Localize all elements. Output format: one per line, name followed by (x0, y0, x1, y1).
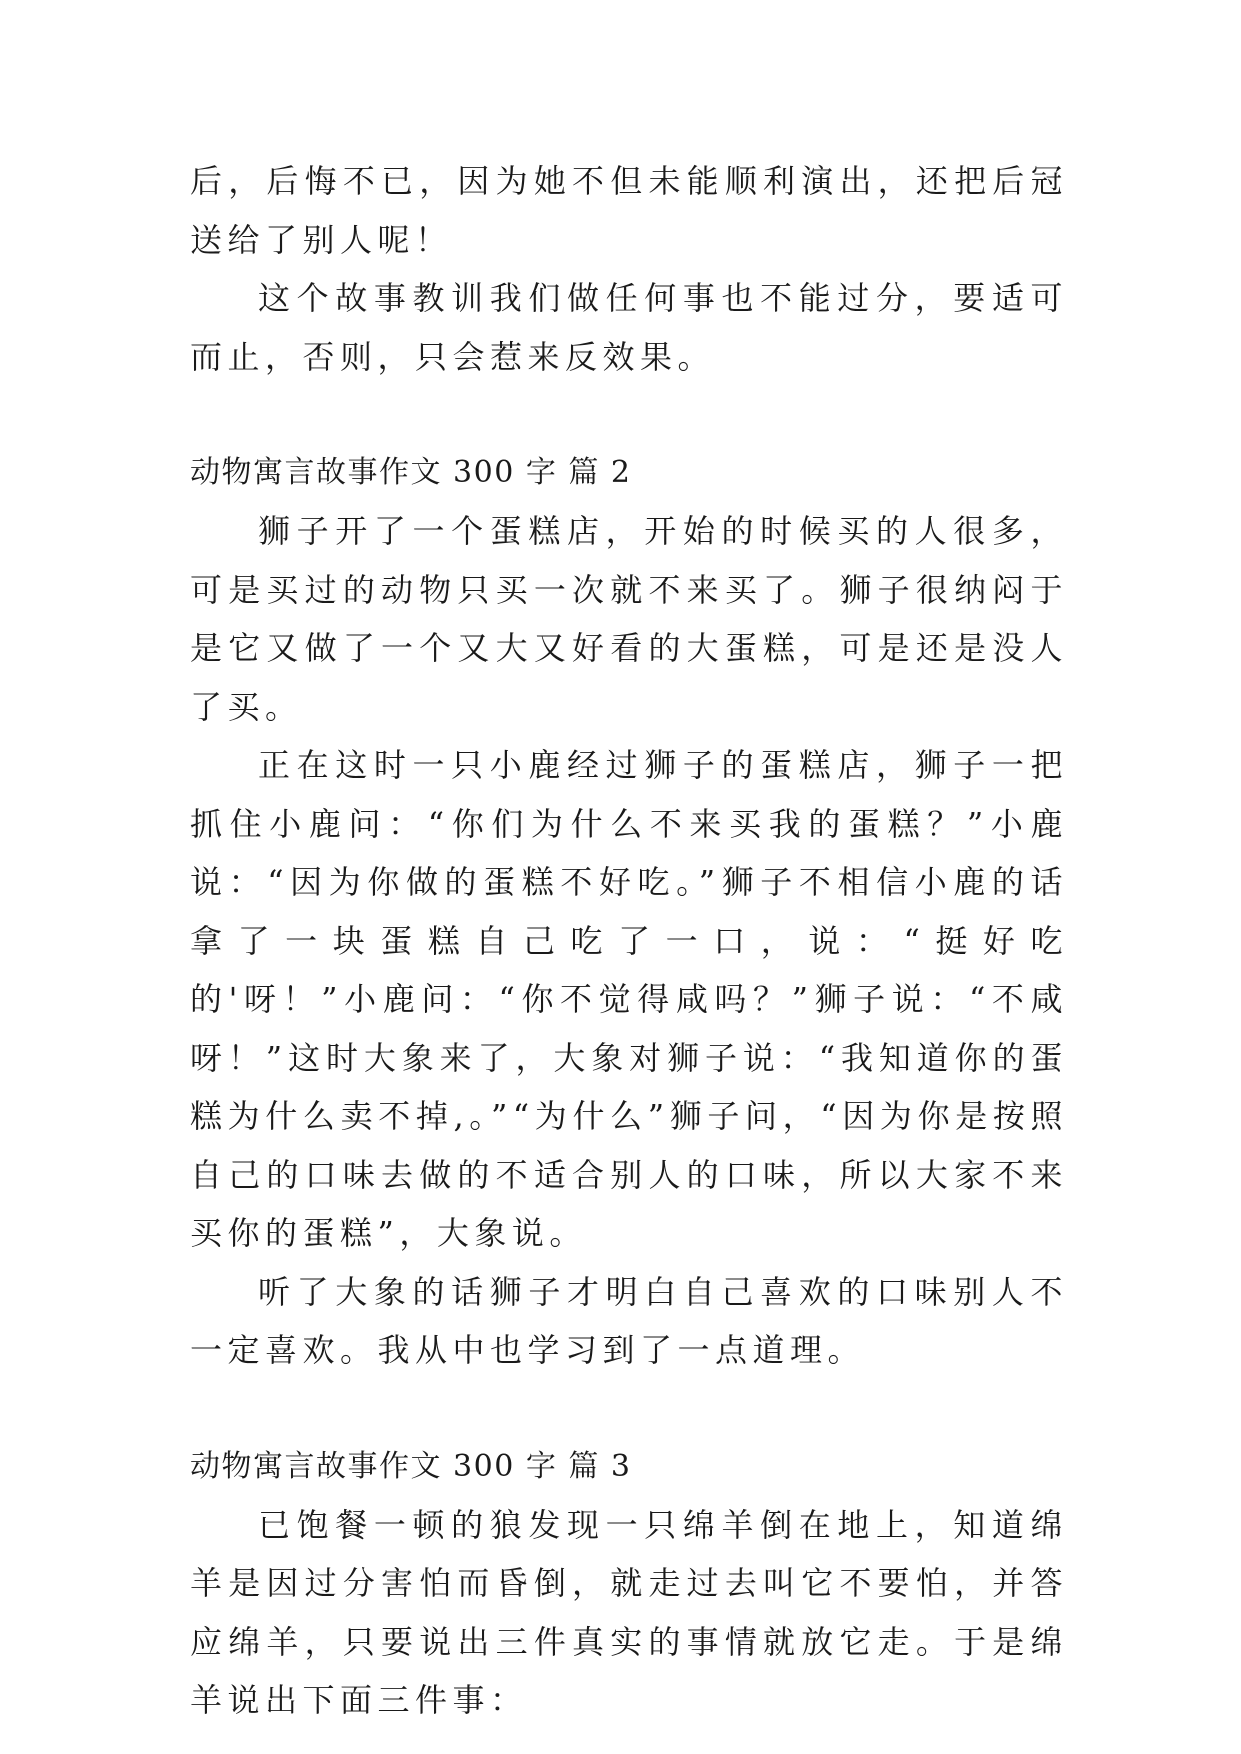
paragraph-ending-story-1: 后，后悔不已，因为她不但未能顺利演出，还把后冠送给了别人呢！ (190, 162, 1068, 259)
paragraph-lion-cake-shop: 狮子开了一个蛋糕店，开始的时候买的人很多，可是买过的动物只买一次就不来买了。狮子很纳闷于是它又做了一个又大又好看的大蛋糕，可是还是没人了买。 (190, 512, 1068, 726)
paragraph-wolf-and-sheep: 已饱餐一顿的狼发现一只绵羊倒在地上，知道绵羊是因过分害怕而昏倒，就走过去叫它不要怕，并答应绵羊，只要说出三件真实的事情就放它走。于是绵羊说出下面三件事： (190, 1505, 1068, 1719)
paragraph-deer-dialogue: 正在这时一只小鹿经过狮子的蛋糕店，狮子一把抓住小鹿问：“你们为什么不来买我的蛋糕？”小鹿说：“因为你做的蛋糕不好吃。”狮子不相信小鹿的话拿了一块蛋糕自己吃了一口，说：“挺好吃的'呀！”小鹿问：“你不觉得咸吗？”狮子说：“不咸呀！”这时大象来了，大象对狮子说：“我知道你的蛋糕为什么卖不掉,。”“为什么”狮子问，“因为你是按照自己的口味去做的不适合别人的口味，所以大家不来买你的蛋糕”，大象说。 (190, 746, 1068, 1252)
section-spacer (190, 1380, 1068, 1438)
section-heading-2: 动物寓言故事作文 300 字 篇 2 (190, 455, 632, 490)
section-heading-3: 动物寓言故事作文 300 字 篇 3 (190, 1448, 632, 1484)
document-page (190, 152, 1068, 1730)
paragraph-lesson-story-2: 听了大象的话狮子才明白自己喜欢的口味别人不一定喜欢。我从中也学习到了一点道理。 (190, 1272, 1068, 1369)
section-spacer (190, 386, 1068, 444)
paragraph-moral-story-1: 这个故事教训我们做任何事也不能过分，要适可而止，否则，只会惹来反效果。 (190, 279, 1068, 376)
